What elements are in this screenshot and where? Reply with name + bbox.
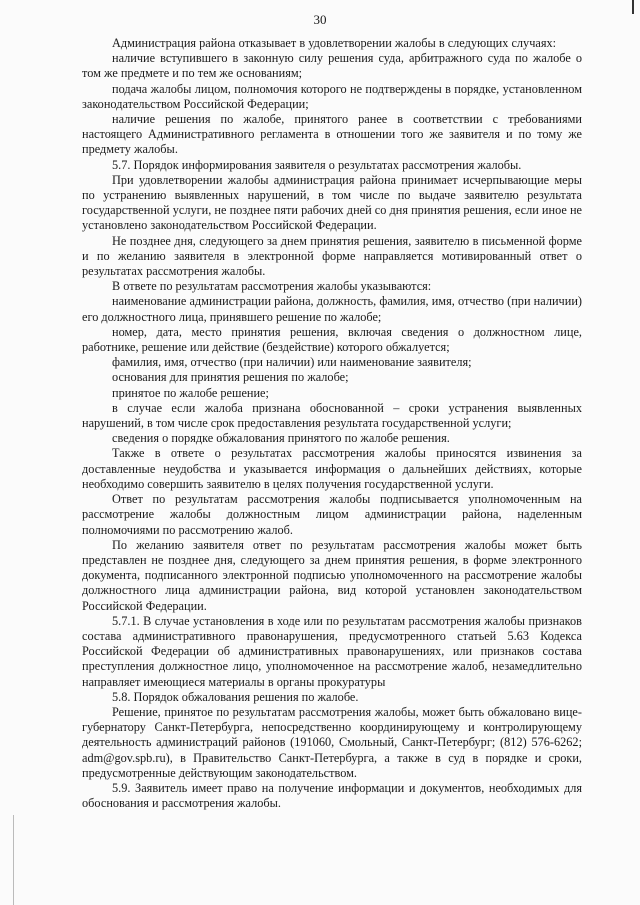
paragraph-electronic-response: По желанию заявителя ответ по результатам рассмотрения жалобы может быть представлен не позднее дня, следующего за днем принятия решения, в форме электронного документа, подписанного электронной подписью уполномоченного на рассмотрение жалобы должностного лица администрации района, вид которой установлен законодательством Российской Федерации. (82, 537, 582, 613)
paragraph-apologies: Также в ответе о результатах рассмотрения жалобы приносятся извинения за доставленные неудобства и указывается информация о дальнейших действиях, которые необходимо совершить заявителю в целях получения государственной услуги. (82, 446, 582, 491)
list-item-applicant-name: фамилия, имя, отчество (при наличии) или наименование заявителя; (112, 355, 472, 370)
page-number: 30 (313, 12, 327, 27)
section-5-9-right-to-information: 5.9. Заявитель имеет право на получение информации и документов, необходимых для обоснования и рассмотрения жалобы. (82, 780, 582, 811)
paragraph-response-signature: Ответ по результатам рассмотрения жалобы подписывается уполномоченным на рассмотрение жалобы должностным лицом администрации района, наделенным полномочиями по рассмотрению жалоб. (82, 492, 582, 537)
document-body (82, 36, 582, 811)
list-item-administration-name: наименование администрации района, должность, фамилия, имя, отчество (при наличии) его должностного лица, принявшего решение по жалобе; (82, 294, 582, 324)
section-heading-5-7: 5.7. Порядок информирования заявителя о результатах рассмотрения жалобы. (112, 157, 522, 172)
section-5-7-1-violation: 5.7.1. В случае установления в ходе или по результатам рассмотрения жалобы признаков состава административного правонарушения, предусмотренного статьей 5.63 Кодекса Российской Федерации об административных правонарушениях, или признаков состава преступления должностное лицо, уполномоченное на рассмотрение жалоб, незамедлительно направляет имеющиеся материалы в органы прокуратуры (82, 613, 582, 689)
paragraph-response-contents-intro: В ответе по результатам рассмотрения жалобы указываются: (112, 279, 432, 294)
paragraph-response-deadline: Не позднее дня, следующего за днем принятия решения, заявителю в письменной форме и по желанию заявителя в электронной форме направляется мотивированный ответ о результатах рассмотрения жалобы. (82, 233, 582, 279)
list-item-appeal-procedure: сведения о порядке обжалования принятого по жалобе решения. (112, 431, 450, 446)
list-item-decision-details: номер, дата, место принятия решения, включая сведения о должностном лице, работнике, решение или действие (бездействие) которого обжалуется; (82, 324, 582, 355)
paragraph-appeal-vice-governor: Решение, принятое по результатам рассмотрения жалобы, может быть обжаловано вице-губернатору Санкт-Петербурга, непосредственно координирующему и контролирующему деятельность администраций районов (191060, Смольный, Санкт-Петербург; (812) 576-6262; adm@gov.spb.ru), в Правительство Санкт-Петербурга, а также в суд в порядке и сроки, предусмотренные действующим законодательством. (82, 704, 582, 780)
list-item-remedy-deadlines: в случае если жалоба признана обоснованной – сроки устранения выявленных нарушений, в том числе срок предоставления результата государственной услуги; (82, 400, 582, 431)
list-item-decision-grounds: основания для принятия решения по жалобе; (112, 370, 349, 385)
scan-binding-line (13, 815, 14, 905)
section-heading-5-8: 5.8. Порядок обжалования решения по жалобе. (112, 689, 359, 704)
list-item-decision: принятое по жалобе решение; (112, 385, 269, 400)
paragraph-satisfaction-measures: При удовлетворении жалобы администрация района принимает исчерпывающие меры по устранению выявленных нарушений, в том числе по выдаче заявителю результата государственной услуги, не позднее пяти рабочих дней со дня принятия решения, если иное не установлено законодательством Российской Федерации. (82, 172, 582, 233)
paragraph-refusal-prior-decision: наличие решения по жалобе, принятого ранее в соответствии с требованиями настоящего Административного регламента в отношении того же заявителя и по тому же предмету жалобы. (82, 112, 582, 157)
paragraph-refusal-court-decision: наличие вступившего в законную силу решения суда, арбитражного суда по жалобе о том же предмете и по тем же основаниям; (82, 51, 582, 81)
paragraph-refusal-intro: Администрация района отказывает в удовлетворении жалобы в следующих случаях: (112, 36, 557, 50)
paragraph-refusal-unconfirmed-authority: подача жалобы лицом, полномочия которого не подтверждены в порядке, установленном законодательством Российской Федерации; (82, 81, 582, 111)
